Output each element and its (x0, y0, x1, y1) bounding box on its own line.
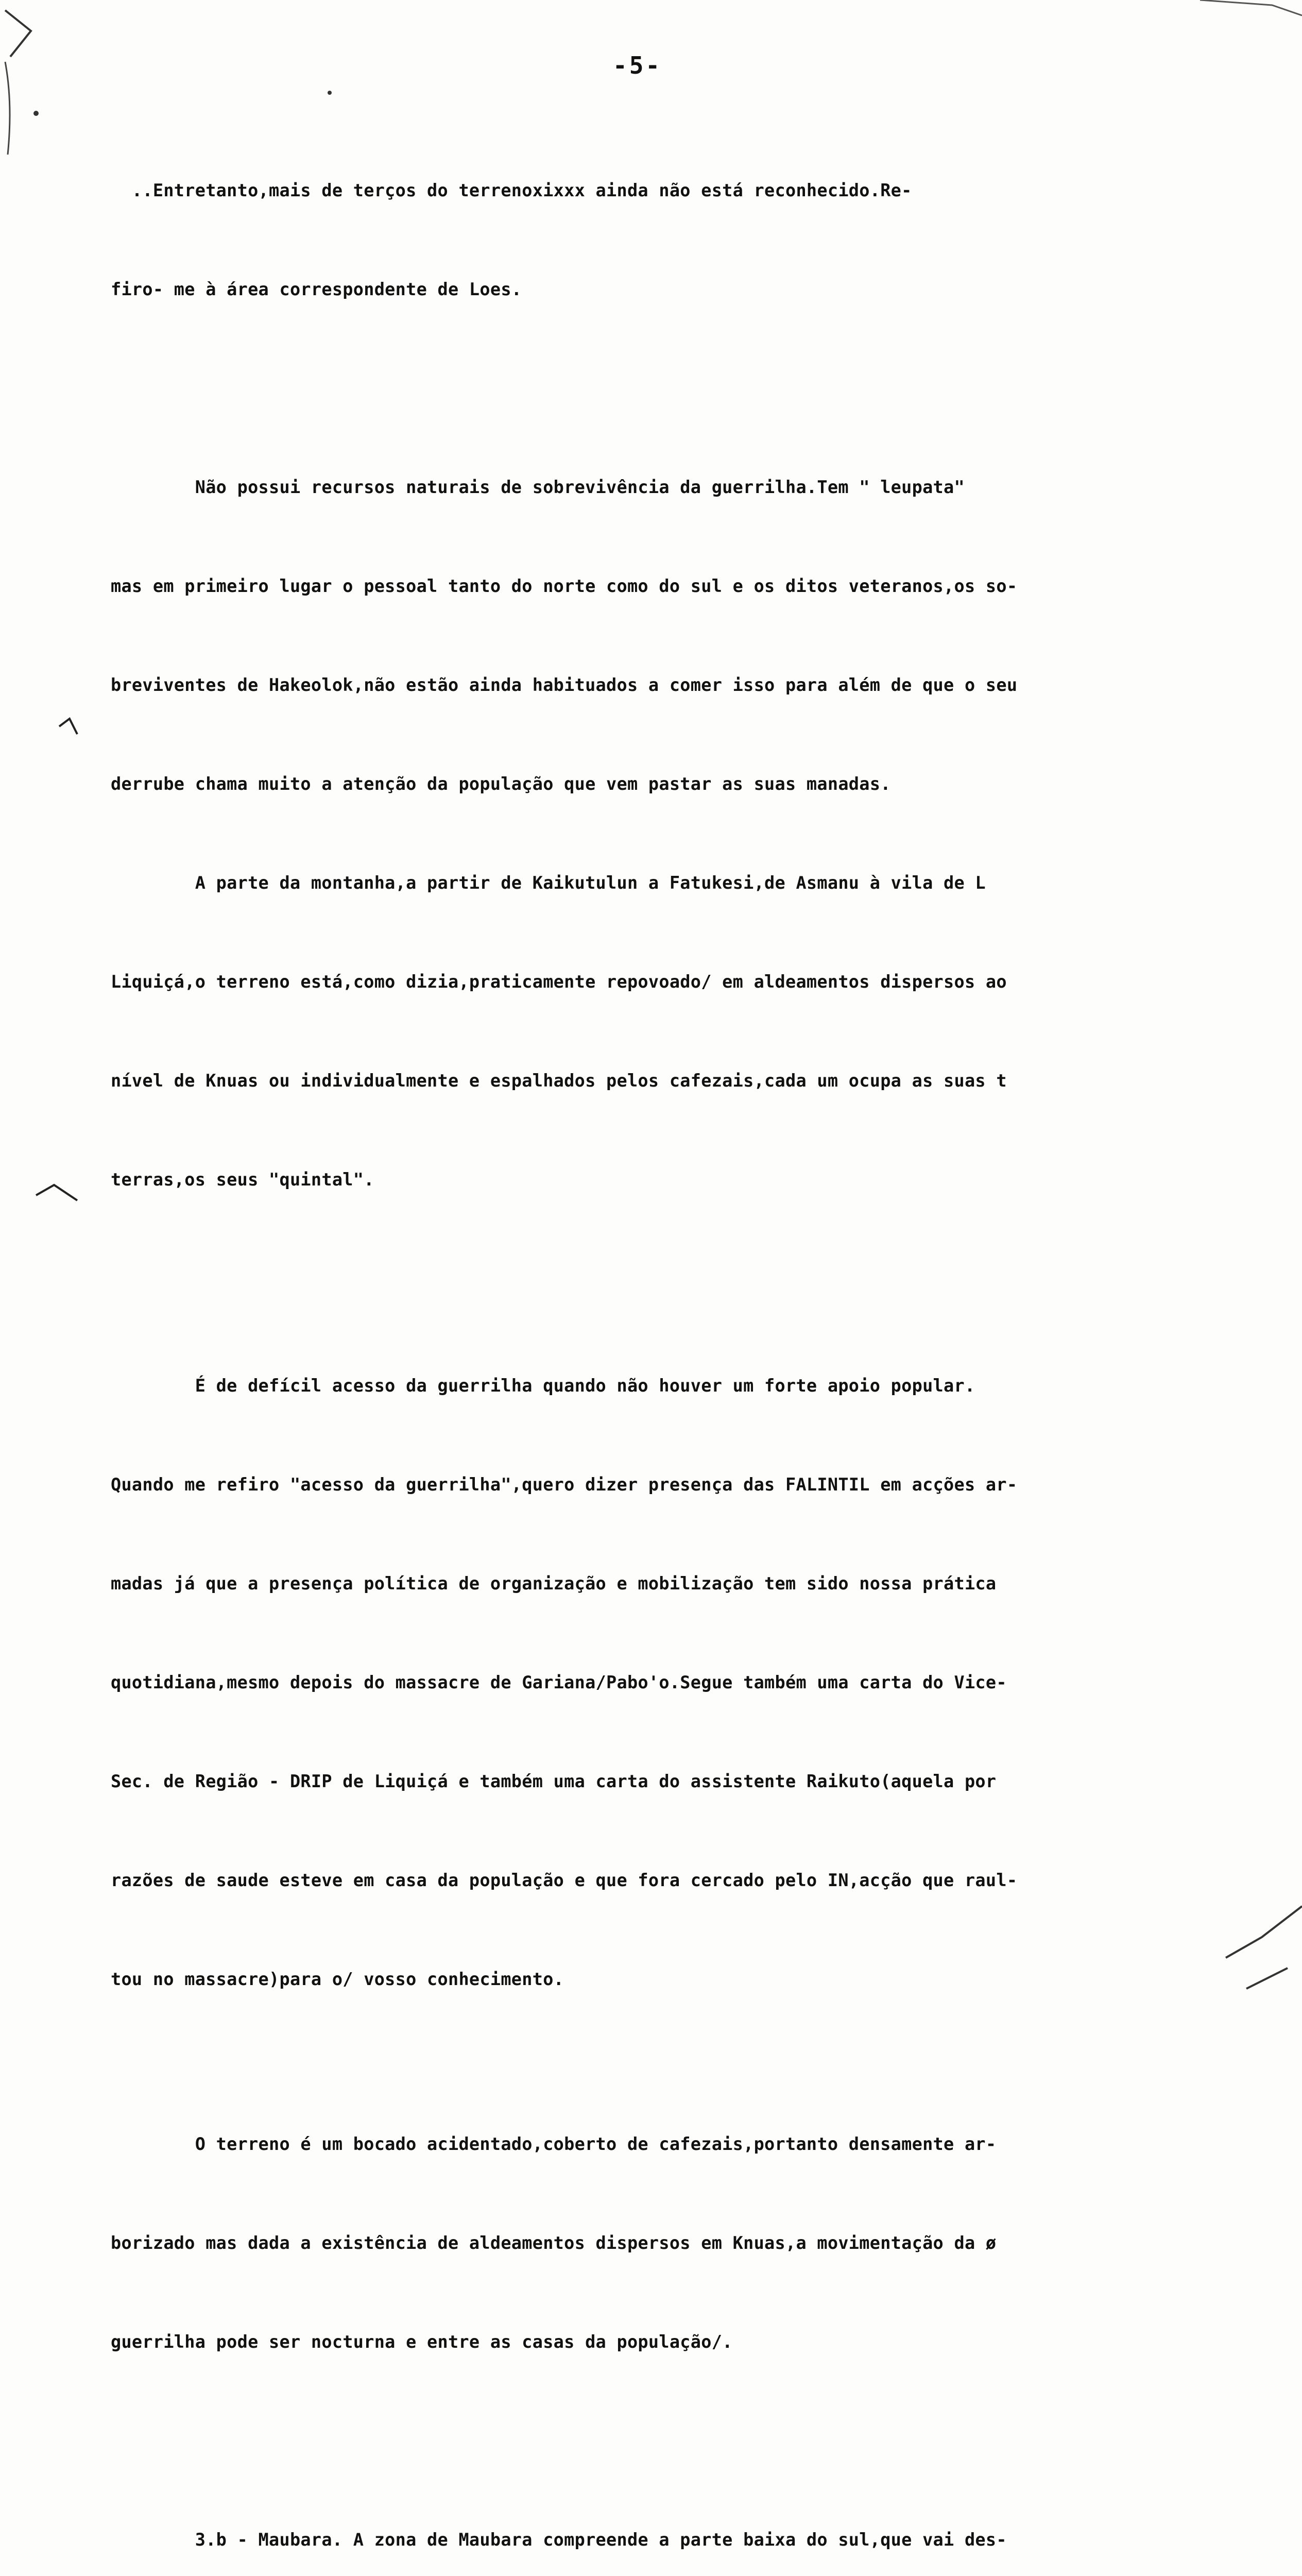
dot-mark (328, 91, 332, 95)
text-line: nível de Knuas ou individualmente e espalhados pelos cafezais,cada um ocupa as suas t (111, 1071, 1007, 1091)
text-line: 3.b - Maubara. A zona de Maubara compreende a parte baixa do sul,que vai des- (111, 2530, 1007, 2550)
text-line: terras,os seus "quintal". (111, 1170, 374, 1190)
text-line: tou no massacre)para o/ vosso conhecimento. (111, 1969, 564, 1989)
text-line: O terreno é um bocado acidentado,coberto de cafezais,portanto densamente ar- (111, 2134, 997, 2154)
text-line: borizado mas dada a existência de aldeamentos dispersos em Knuas,a movimentação da ø (111, 2233, 997, 2253)
paragraph-4 (111, 2062, 1234, 2425)
bottom-right-corner-mark (1226, 1906, 1302, 1989)
top-right-scratch (1200, 0, 1302, 15)
left-margin-mark-2 (36, 1185, 77, 1200)
dot-mark (33, 111, 39, 116)
text-line: breviventes de Hakeolok,não estão ainda habituados a comer isso para além de que o seu (111, 675, 1018, 695)
paragraph-2 (111, 405, 1234, 1262)
text-line: Liquiçá,o terreno está,como dizia,praticamente repovoado/ em aldeamentos dispersos ao (111, 972, 1007, 992)
top-left-scratch (5, 10, 31, 57)
text-line: madas já que a presença política de organização e mobilização tem sido nossa prática (111, 1573, 997, 1594)
left-margin-mark-1 (59, 719, 77, 734)
document-body (111, 108, 1234, 2576)
text-line: mas em primeiro lugar o pessoal tanto do norte como do sul e os ditos veteranos,os so- (111, 576, 1018, 596)
text-line: Quando me refiro "acesso da guerrilha",quero dizer presença das FALINTIL em acções ar- (111, 1475, 1018, 1495)
text-line: derrube chama muito a atenção da população que vem pastar as suas manadas. (111, 774, 891, 794)
text-line: ..Entretanto,mais de terços do terrenoxixxx ainda não está reconhecido.Re- (111, 180, 912, 200)
text-line: quotidiana,mesmo depois do massacre de Gariana/Pabo'o.Segue também uma carta do Vice- (111, 1672, 1007, 1692)
paragraph-3 (111, 1303, 1234, 2062)
text-line: guerrilha pode ser nocturna e entre as casas da população/. (111, 2332, 733, 2352)
text-line: firo- me à área correspondente de Loes. (111, 279, 522, 299)
page-number: -5- (613, 52, 662, 79)
paragraph-5 (111, 2458, 1234, 2576)
left-edge-scratch (5, 62, 10, 155)
text-line: razões de saude esteve em casa da população e que fora cercado pelo IN,acção que raul- (111, 1870, 1018, 1890)
text-line: Não possui recursos naturais de sobrevivência da guerrilha.Tem " leupata" (111, 477, 965, 497)
text-line: Sec. de Região - DRIP de Liquiçá e também uma carta do assistente Raikuto(aquela por (111, 1771, 997, 1791)
paragraph-1 (111, 108, 1234, 372)
text-line: É de defícil acesso da guerrilha quando não houver um forte apoio popular. (111, 1376, 975, 1396)
text-line: A parte da montanha,a partir de Kaikutulun a Fatukesi,de Asmanu à vila de L (111, 873, 986, 893)
